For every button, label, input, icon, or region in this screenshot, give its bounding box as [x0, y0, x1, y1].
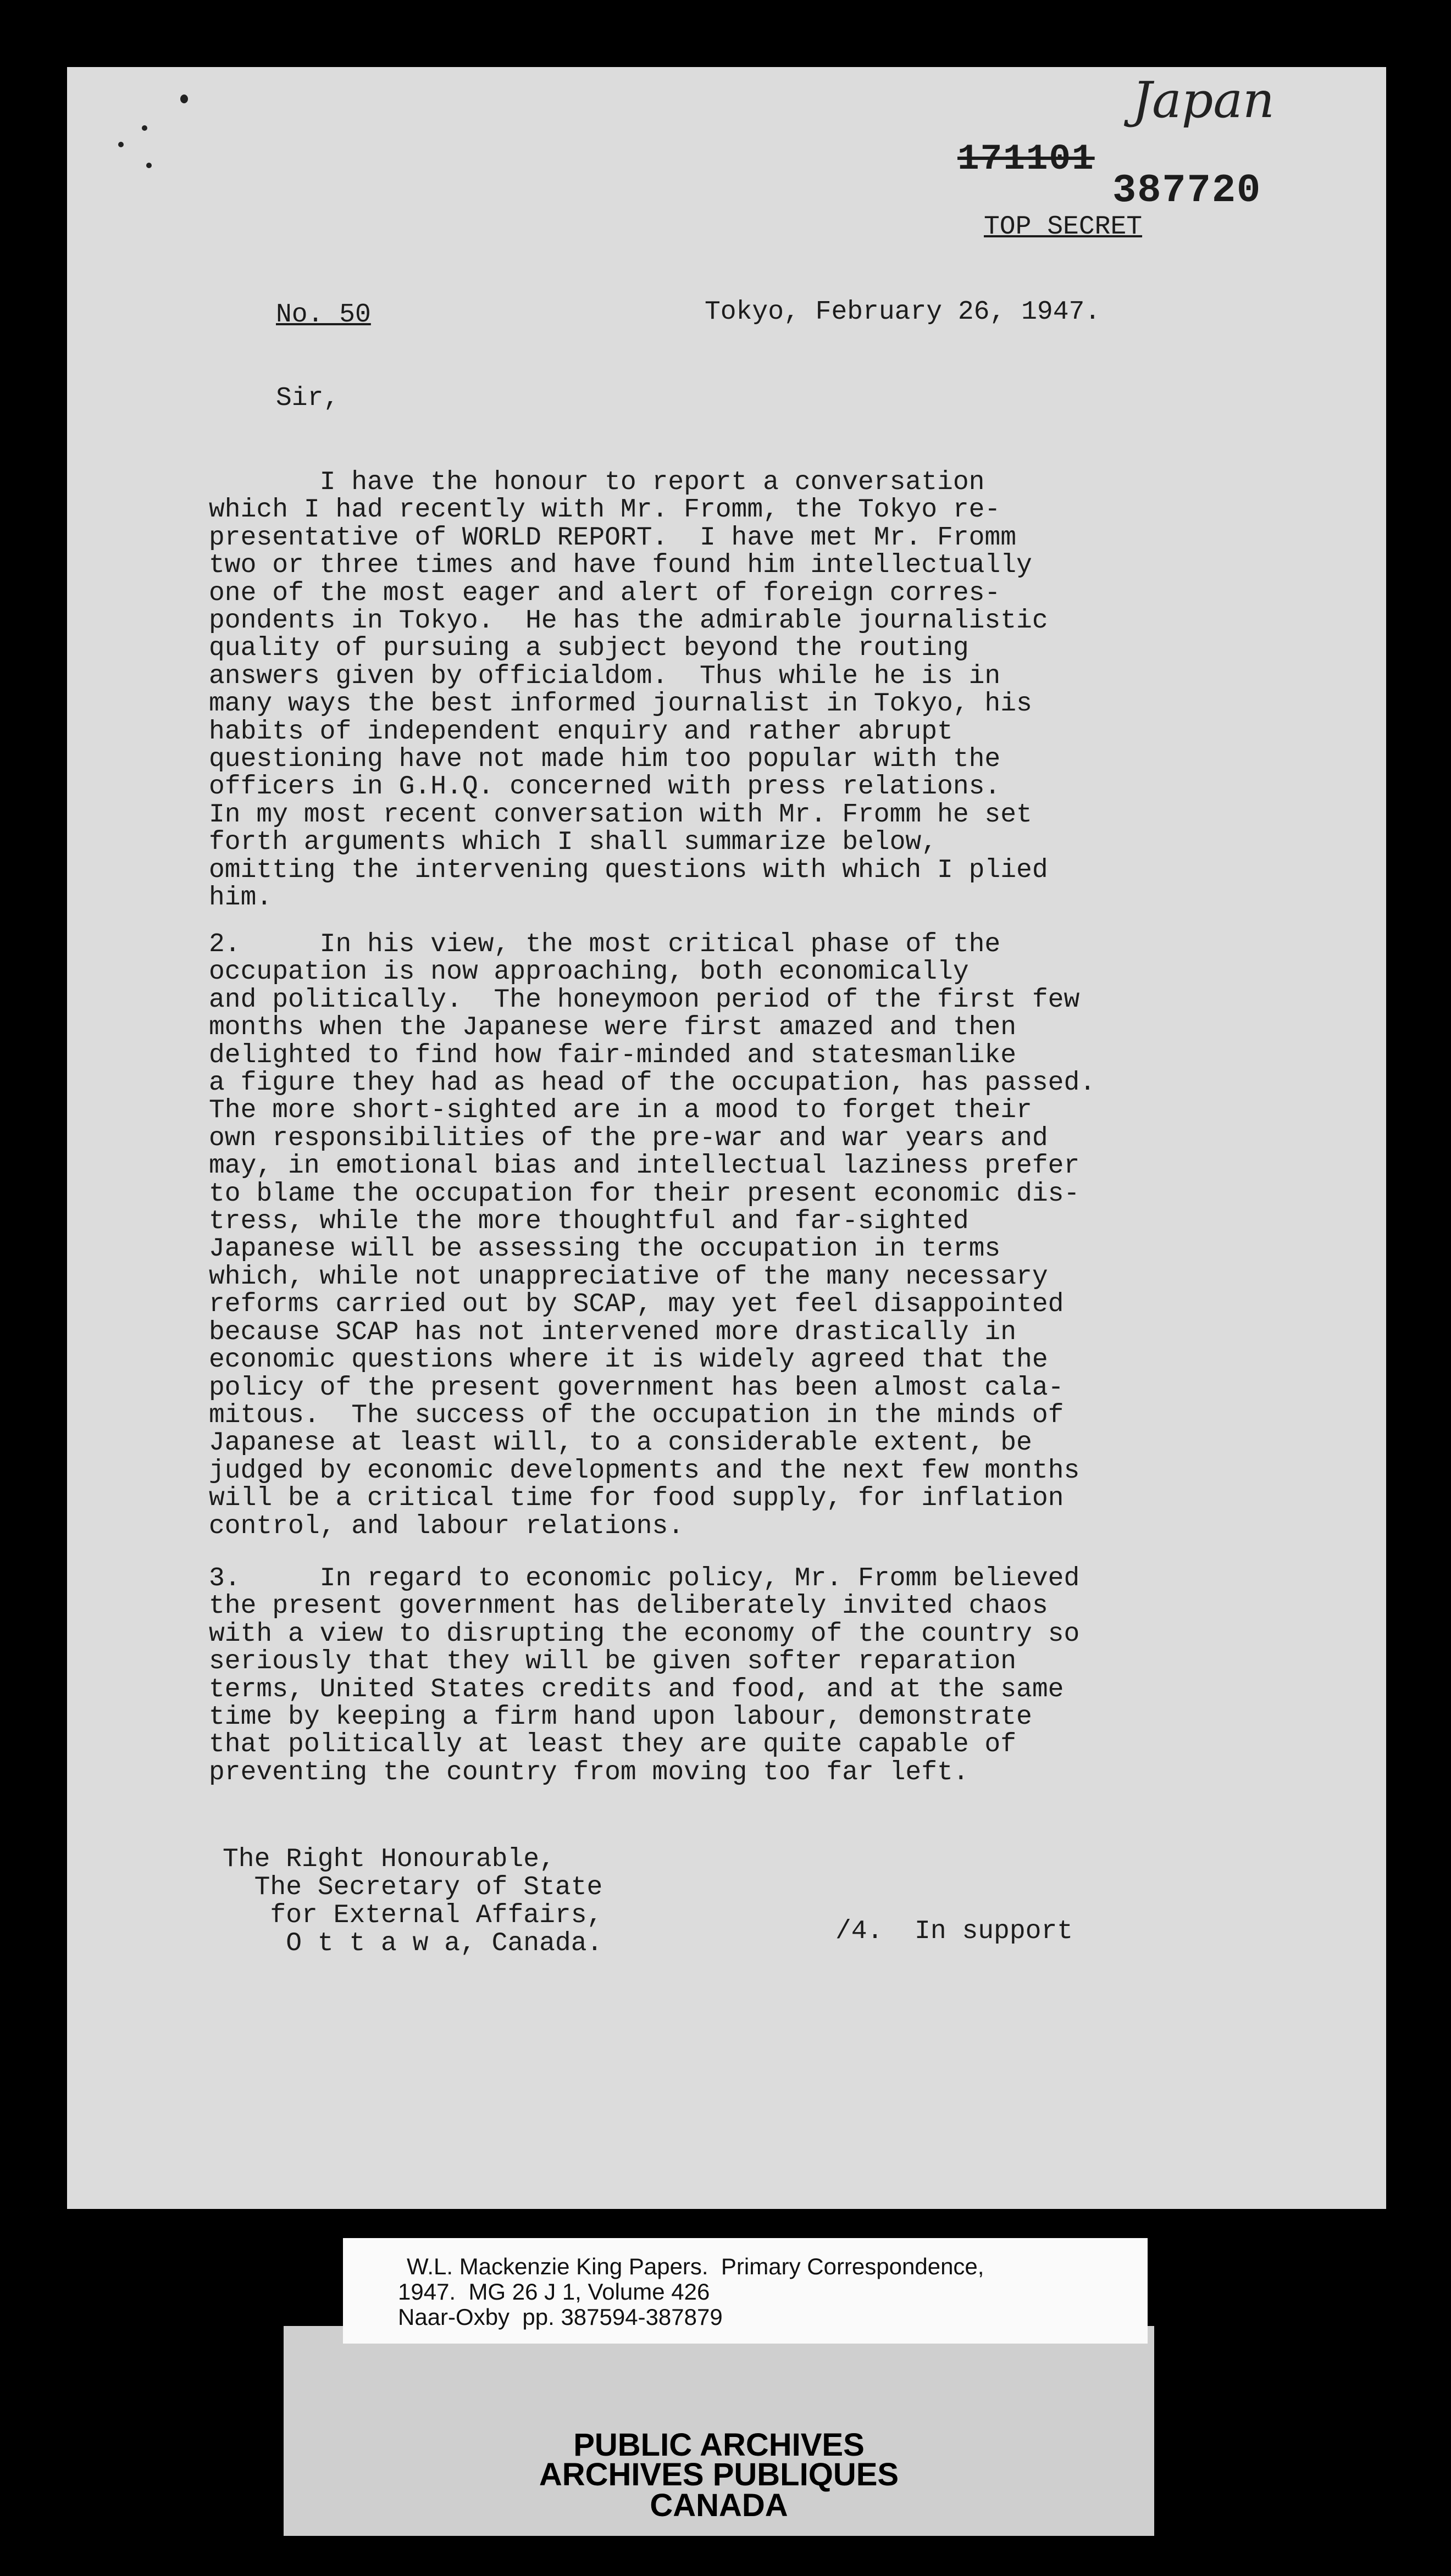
stamp-line-3: CANADA [650, 2488, 788, 2523]
dispatch-number: No. 50 [276, 300, 371, 330]
paragraph-line: tress, while the more thoughtful and far-sighted [209, 1207, 969, 1237]
paragraph-line: officers in G.H.Q. concerned with press relations. [209, 772, 1001, 802]
citation-line-1: W.L. Mackenzie King Papers. Primary Correspondence, [407, 2253, 984, 2279]
paragraph-3 [209, 1565, 1079, 1786]
paragraph-line: which, while not unappreciative of the many necessary [209, 1262, 1048, 1292]
paragraph-line: delighted to find how fair-minded and statesmanlike [209, 1040, 1017, 1070]
paragraph-line: quality of pursuing a subject beyond the routing [209, 634, 969, 664]
continuation-marker: /4. In support [835, 1917, 1073, 1946]
salutation: Sir, [276, 384, 340, 413]
paragraph-line: control, and labour relations. [209, 1511, 684, 1541]
paragraph-line: will be a critical time for food supply, for inflation [209, 1484, 1064, 1514]
file-number: 387720 [1112, 168, 1262, 213]
paragraph-line: two or three times and have found him intellectually [209, 551, 1032, 581]
paragraph-line: Japanese at least will, to a considerable extent, be [209, 1428, 1032, 1458]
paragraph-line: and politically. The honeymoon period of the first few [209, 985, 1080, 1015]
paragraph-line: judged by economic developments and the next few months [209, 1456, 1080, 1486]
paragraph-line: I have the honour to report a conversation [209, 468, 985, 497]
stamp-line-2: ARCHIVES PUBLIQUES [539, 2457, 899, 2492]
archive-citation-label [343, 2238, 1148, 2344]
paragraph-line: economic questions where it is widely agreed that the [209, 1345, 1048, 1375]
paragraph-line: which I had recently with Mr. Fromm, the Tokyo re- [209, 495, 1001, 525]
paragraph-2 [209, 931, 1095, 1540]
paragraph-line: seriously that they will be given softer reparation [209, 1647, 1017, 1677]
handwritten-note: Japan [1132, 71, 1275, 129]
classification: TOP SECRET [984, 212, 1143, 242]
paragraph-line: that politically at least they are quite capable of [209, 1730, 1017, 1760]
addressee-line: The Right Honourable, [223, 1845, 555, 1874]
paragraph-line: him. [209, 883, 273, 913]
paragraph-line: Japanese will be assessing the occupation in terms [209, 1234, 1001, 1264]
stamp-line-1: PUBLIC ARCHIVES [573, 2427, 865, 2463]
paragraph-line: preventing the country from moving too far left. [209, 1757, 969, 1787]
paragraph-line: with a view to disrupting the economy of the country so [209, 1619, 1080, 1649]
paragraph-line: questioning have not made him too popular with the [209, 745, 1001, 775]
paragraph-line: occupation is now approaching, both economically [209, 957, 969, 987]
paragraph-line: presentative of WORLD REPORT. I have met Mr. Fromm [209, 523, 1017, 553]
paragraph-line: policy of the present government has been almost cala- [209, 1373, 1064, 1403]
paragraph-line: time by keeping a firm hand upon labour, demonstrate [209, 1702, 1032, 1733]
paragraph-line: mitous. The success of the occupation in the minds of [209, 1400, 1064, 1430]
paragraph-line: to blame the occupation for their present economic dis- [209, 1179, 1080, 1209]
paragraph-line: terms, United States credits and food, and at the same [209, 1674, 1064, 1705]
paragraph-line: one of the most eager and alert of foreign corres- [209, 578, 1001, 608]
paragraph-line: answers given by officialdom. Thus while he is in [209, 661, 1001, 691]
paragraph-line: may, in emotional bias and intellectual laziness prefer [209, 1151, 1080, 1181]
paragraph-line: the present government has deliberately invited chaos [209, 1591, 1048, 1622]
paragraph-line: many ways the best informed journalist in Tokyo, his [209, 689, 1032, 719]
paragraph-line: habits of independent enquiry and rather abrupt [209, 717, 953, 747]
paragraph-line: The more short-sighted are in a mood to forget their [209, 1096, 1032, 1126]
addressee-line: The Secretary of State [223, 1873, 603, 1902]
paragraph-line: forth arguments which I shall summarize below, [209, 828, 938, 858]
archives-stamp [284, 2326, 1154, 2536]
addressee-block [223, 1846, 602, 1958]
ink-speck [118, 142, 124, 147]
addressee-line: O t t a w a, Canada. [223, 1929, 603, 1958]
ink-speck [180, 95, 188, 103]
old-file-number: 171101 [957, 138, 1095, 180]
date-line: Tokyo, February 26, 1947. [705, 297, 1101, 327]
paragraph-line: In my most recent conversation with Mr. Fromm he set [209, 800, 1032, 830]
paragraph-line: a figure they had as head of the occupation, has passed. [209, 1068, 1096, 1098]
ink-speck [146, 163, 152, 168]
ink-speck [142, 125, 147, 131]
paragraph-line: reforms carried out by SCAP, may yet feel disappointed [209, 1290, 1064, 1320]
paragraph-line: pondents in Tokyo. He has the admirable journalistic [209, 606, 1048, 636]
paragraph-line: because SCAP has not intervened more drastically in [209, 1317, 1017, 1347]
paragraph-line: own responsibilities of the pre-war and war years and [209, 1123, 1048, 1153]
paragraph-line: omitting the intervening questions with which I plied [209, 855, 1048, 885]
addressee-line: for External Affairs, [223, 1901, 603, 1930]
paragraph-1 [209, 469, 1048, 912]
paragraph-line: 3. In regard to economic policy, Mr. Fromm believed [209, 1564, 1080, 1594]
paragraph-line: months when the Japanese were first amazed and then [209, 1013, 1017, 1043]
citation-line-2: 1947. MG 26 J 1, Volume 426 [398, 2279, 710, 2305]
citation-line-3: Naar-Oxby pp. 387594-387879 [398, 2304, 723, 2330]
paragraph-line: 2. In his view, the most critical phase of the [209, 930, 1001, 959]
